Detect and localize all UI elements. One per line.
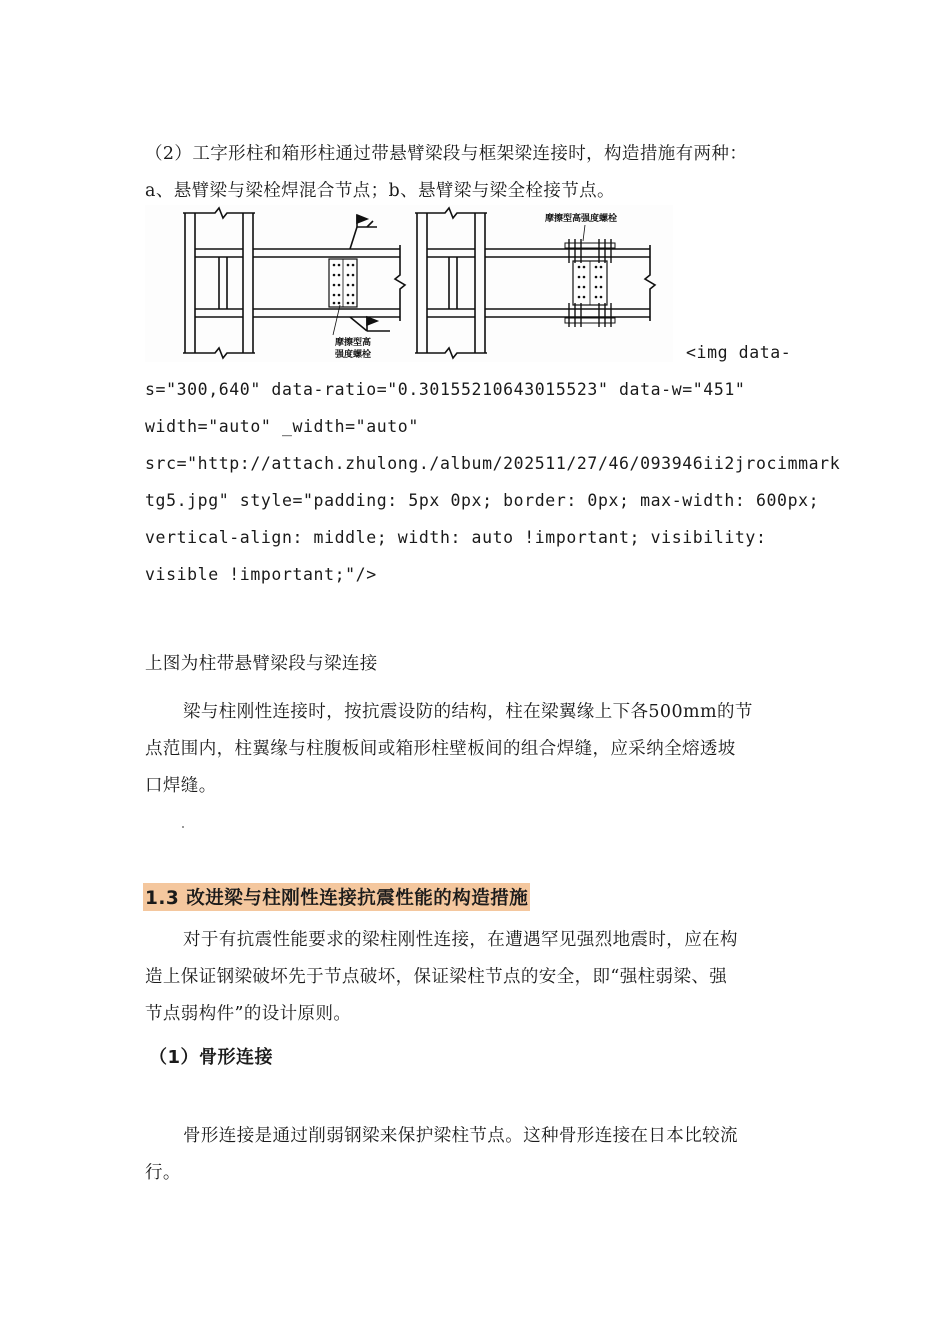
figure-label-left-1: 摩擦型高 (335, 338, 372, 348)
subheading: （1）骨形连接 (149, 1047, 274, 1068)
connection-figure (145, 205, 673, 362)
p2-line-3: 节点弱构件”的设计原则。 (145, 1004, 352, 1024)
code-line-7: visible !important;"/> (145, 565, 377, 584)
figure-label-left-2: 强度螺栓 (335, 350, 372, 360)
code-line-1: <img data- (686, 343, 792, 362)
p1-line-2: 点范围内，柱翼缘与柱腹板间或箱形柱壁板间的组合焊缝，应采纳全熔透坡 (145, 739, 736, 759)
intro-line-1: （2）工字形柱和箱形柱通过带悬臂梁段与框架梁连接时，构造措施有两种： (145, 144, 748, 164)
figure-caption: 上图为柱带悬臂梁段与梁连接 (145, 654, 378, 674)
code-line-3: width="auto" _width="auto" (145, 417, 419, 436)
code-line-4: src="http://attach.zhulong./album/202511/27/46/093946ii2jrocimmark (145, 454, 841, 473)
p2-line-2: 造上保证钢梁破坏先于节点破坏，保证梁柱节点的安全，即“强柱弱梁、强 (145, 967, 728, 987)
p3-line-1: 骨形连接是通过削弱钢梁来保护梁柱节点。这种骨形连接在日本比较流 (183, 1126, 738, 1146)
code-line-6: vertical-align: middle; width: auto !important; visibility: (145, 528, 767, 547)
code-line-5: tg5.jpg" style="padding: 5px 0px; border: 0px; max-width: 600px; (145, 491, 820, 510)
p1-line-1: 梁与柱刚性连接时，按抗震设防的结构，柱在梁翼缘上下各500mm的节 (183, 702, 753, 722)
p1-line-3: 口焊缝。 (145, 776, 217, 796)
p2-line-1: 对于有抗震性能要求的梁柱刚性连接，在遭遇罕见强烈地震时，应在构 (183, 930, 738, 950)
section-heading: 1.3 改进梁与柱刚性连接抗震性能的构造措施 (143, 883, 530, 911)
stray-dot (182, 826, 184, 828)
intro-line-2: a、悬臂梁与梁栓焊混合节点；b、悬臂梁与梁全栓接节点。 (145, 181, 615, 201)
code-line-2: s="300,640" data-ratio="0.30155210643015523" data-w="451" (145, 380, 746, 399)
p3-line-2: 行。 (145, 1163, 181, 1183)
figure-label-right: 摩擦型高强度螺栓 (545, 214, 618, 224)
